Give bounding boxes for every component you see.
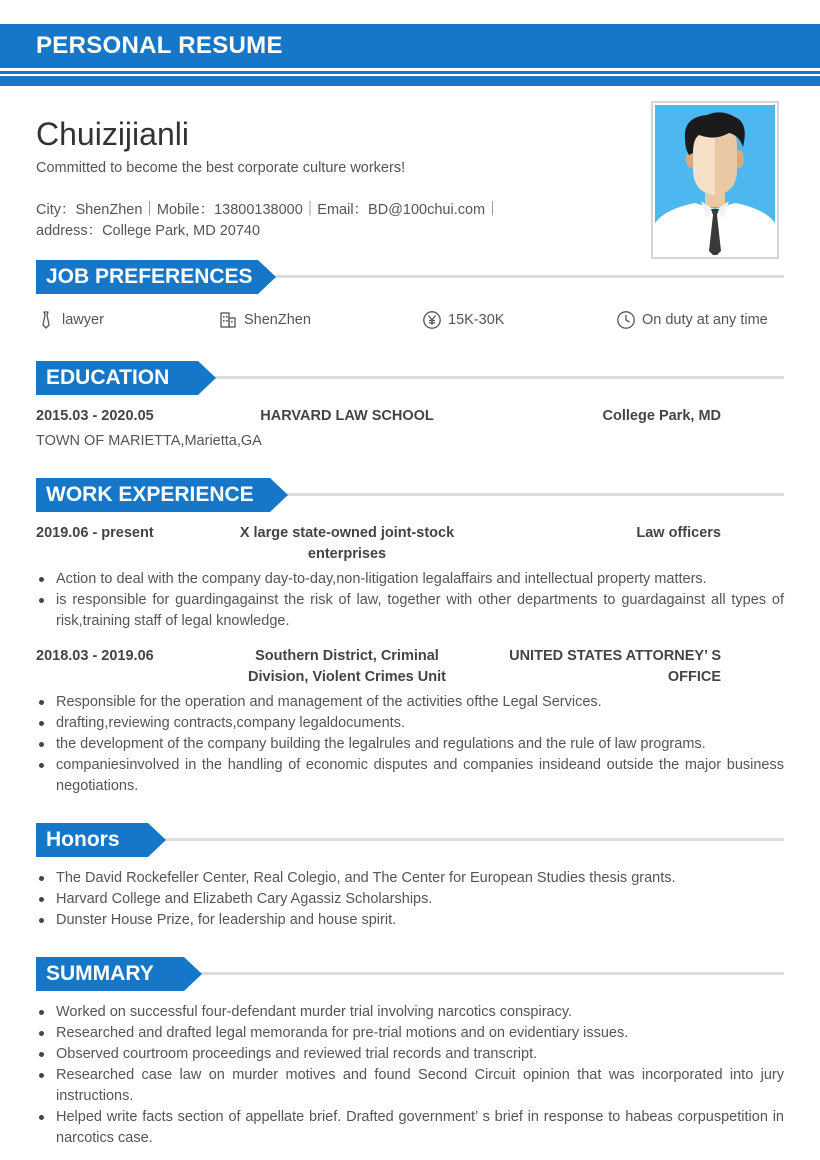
pref-label: 15K-30K xyxy=(448,312,505,328)
tie-icon xyxy=(36,310,56,330)
pref-label: ShenZhen xyxy=(244,312,311,328)
education-period: 2015.03 - 2020.05 xyxy=(36,408,154,424)
job-role xyxy=(481,646,721,688)
section-title: Honors xyxy=(36,823,148,857)
section-title: WORK EXPERIENCE xyxy=(36,478,270,512)
section-header-education xyxy=(36,361,784,395)
list-item: drafting,reviewing contracts,company legaldocuments. xyxy=(36,713,784,734)
list-item: Harvard College and Elizabeth Cary Agassiz Scholarships. xyxy=(36,889,784,910)
pref-city xyxy=(218,308,311,332)
pref-label: lawyer xyxy=(62,312,104,328)
education-location: College Park, MD xyxy=(602,408,721,424)
job-organization-line: enterprises xyxy=(307,546,387,562)
job-organization-line: Southern District, Criminal xyxy=(255,648,439,664)
pref-availability xyxy=(616,308,768,332)
job-role-line: OFFICE xyxy=(667,669,721,685)
section-title: SUMMARY xyxy=(36,957,184,991)
list-item: Researched and drafted legal memoranda for pre-trial motions and on evidentiary issues. xyxy=(36,1023,784,1044)
section-title: JOB PREFERENCES xyxy=(36,260,258,294)
job-period: 2019.06 - present xyxy=(36,525,154,541)
job-period: 2018.03 - 2019.06 xyxy=(36,648,154,664)
section-header-honors xyxy=(36,823,784,857)
honors-list xyxy=(36,868,784,931)
candidate-name: Chuizijianli xyxy=(36,116,189,152)
job-role-line: UNITED STATES ATTORNEY’ S xyxy=(509,648,721,664)
avatar-illustration xyxy=(655,105,775,255)
section-header-summary xyxy=(36,957,784,991)
pref-position xyxy=(36,308,104,332)
pref-salary xyxy=(422,308,504,332)
section-title: EDUCATION xyxy=(36,361,198,395)
contact-info xyxy=(36,200,506,242)
list-item: is responsible for guardingagainst the risk of law, together with other departments to guardagainst all types of risk,training staff of legal knowledge. xyxy=(36,590,784,632)
header-stripe xyxy=(0,74,820,76)
list-item: Action to deal with the company day-to-day,non-litigation legalaffairs and intellectual property matters. xyxy=(36,569,784,590)
section-header-job-preferences xyxy=(36,260,784,294)
address-line: address：College Park, MD 20740 xyxy=(36,223,261,239)
list-item: Dunster House Prize, for leadership and house spirit. xyxy=(36,910,784,931)
list-item: Worked on successful four-defendant murder trial involving narcotics conspiracy. xyxy=(36,1002,784,1023)
job-organization-line: X large state-owned joint-stock xyxy=(239,525,455,541)
contact-line: City：ShenZhen｜Mobile：13800138000｜Email：BD@100chui.com｜ xyxy=(36,202,500,218)
education-detail: TOWN OF MARIETTA,Marietta,GA xyxy=(36,433,262,449)
job-role: Law officers xyxy=(636,525,721,541)
job-organization xyxy=(224,646,470,688)
summary-list xyxy=(36,1002,784,1149)
list-item: Helped write facts section of appellate brief. Drafted government’ s brief in response to habeas corpuspetition in narcotics case. xyxy=(36,1107,784,1149)
resume-title: PERSONAL RESUME xyxy=(36,32,283,59)
education-school: HARVARD LAW SCHOOL xyxy=(260,408,434,424)
profile-photo xyxy=(651,101,779,259)
list-item: Researched case law on murder motives and found Second Circuit opinion that was incorporated into jury instructions. xyxy=(36,1065,784,1107)
header-stripe xyxy=(0,68,820,71)
list-item: Observed courtroom proceedings and reviewed trial records and transcript. xyxy=(36,1044,784,1065)
list-item: companiesinvolved in the handling of economic disputes and companies insideand outside the major business negotiations. xyxy=(36,755,784,797)
list-item: the development of the company building the legalrules and regulations and the rule of law programs. xyxy=(36,734,784,755)
building-icon xyxy=(218,310,238,330)
section-header-work-experience xyxy=(36,478,784,512)
job-duties-list xyxy=(36,692,784,797)
job-duties-list xyxy=(36,569,784,632)
job-organization-line: Division, Violent Crimes Unit xyxy=(248,669,446,685)
clock-icon xyxy=(616,310,636,330)
pref-label: On duty at any time xyxy=(642,312,768,328)
job-organization xyxy=(224,523,470,565)
yen-icon xyxy=(422,310,442,330)
header-band xyxy=(0,24,820,86)
candidate-slogan: Committed to become the best corporate culture workers! xyxy=(36,160,406,176)
list-item: The David Rockefeller Center, Real Colegio, and The Center for European Studies thesis grants. xyxy=(36,868,784,889)
list-item: Responsible for the operation and management of the activities ofthe Legal Services. xyxy=(36,692,784,713)
